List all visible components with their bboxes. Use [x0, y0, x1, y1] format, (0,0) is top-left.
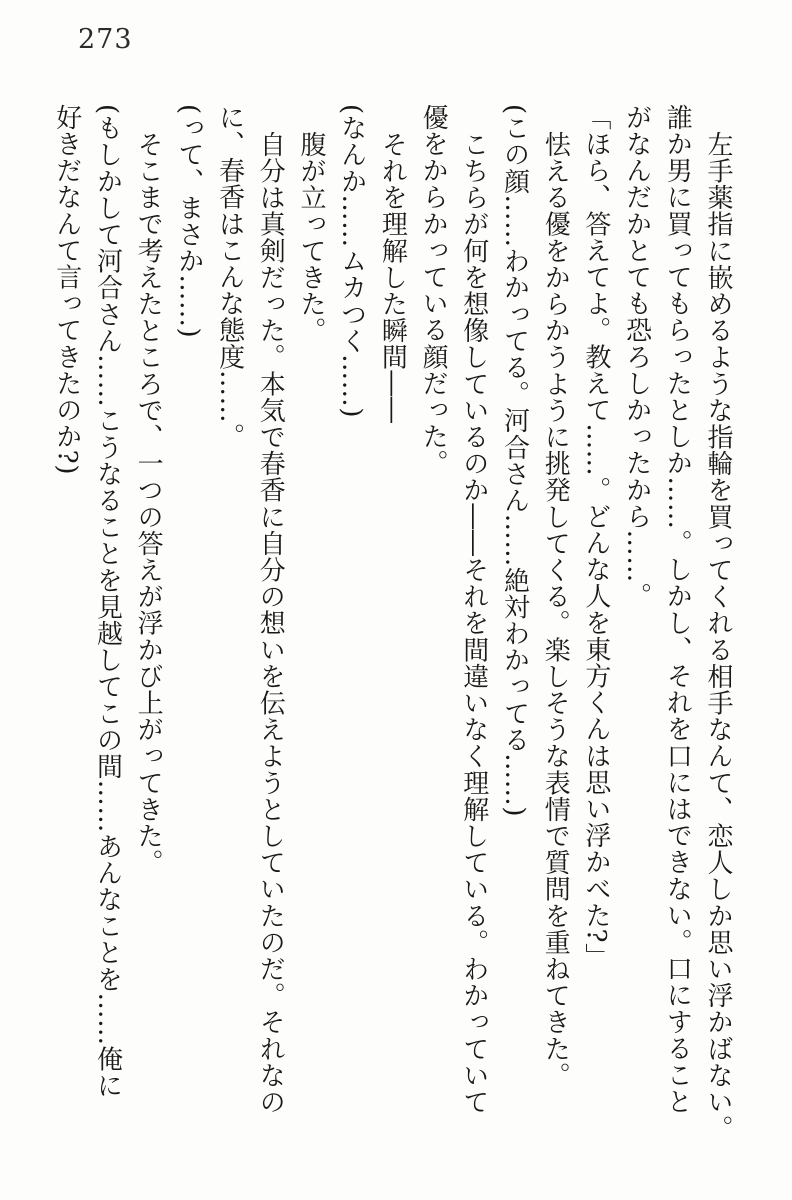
text-line: それを理解した瞬間――	[377, 130, 408, 424]
text-line: 優をからかっている顔だった。	[418, 104, 449, 477]
text-line: こちらが何を想像しているのか――それを間違いなく理解している。わかっていて	[458, 130, 489, 1115]
text-line: 怯える優をからかうように挑発してくる。楽しそうな表情で質問を重ねてきた。	[540, 130, 571, 1089]
text-line: 腹が立ってきた。	[295, 130, 326, 344]
text-line: (なんか……ムカつく……)	[336, 104, 367, 419]
page-text-block	[46, 104, 738, 1152]
text-line: 左手薬指に嵌めるような指輪を買ってくれる相手なんて、恋人しか思い浮かばない。	[703, 130, 733, 1142]
page-number: 273	[78, 24, 133, 55]
text-line: 誰か男に買ってもらったとしか……。しかし、それを口にはできない。口にすること	[662, 104, 693, 1115]
text-line: そこまで考えたところで、一つの答えが浮かび上がってきた。	[133, 130, 164, 876]
text-line: に、春香はこんな態度……。	[214, 104, 245, 450]
text-line: 好きだなんて言ってきたのか?)	[51, 104, 82, 476]
text-line: 「ほら、答えてよ。教えて……。どんな人を東方くんは思い浮かべた?」	[580, 104, 611, 970]
text-line: 自分は真剣だった。本気で春香に自分の想いを伝えようとしていたのだ。それなの	[255, 130, 286, 1115]
text-line: (って、まさか……)	[173, 104, 204, 339]
text-line: がなんだかとても恐ろしかったから……。	[621, 104, 652, 610]
text-line: (この顔……わかってる。河合さん……絶対わかってる……)	[499, 104, 530, 818]
text-line: (もしかして河合さん……こうなることを見越してこの間……あんなことを……俺に	[92, 104, 123, 1099]
